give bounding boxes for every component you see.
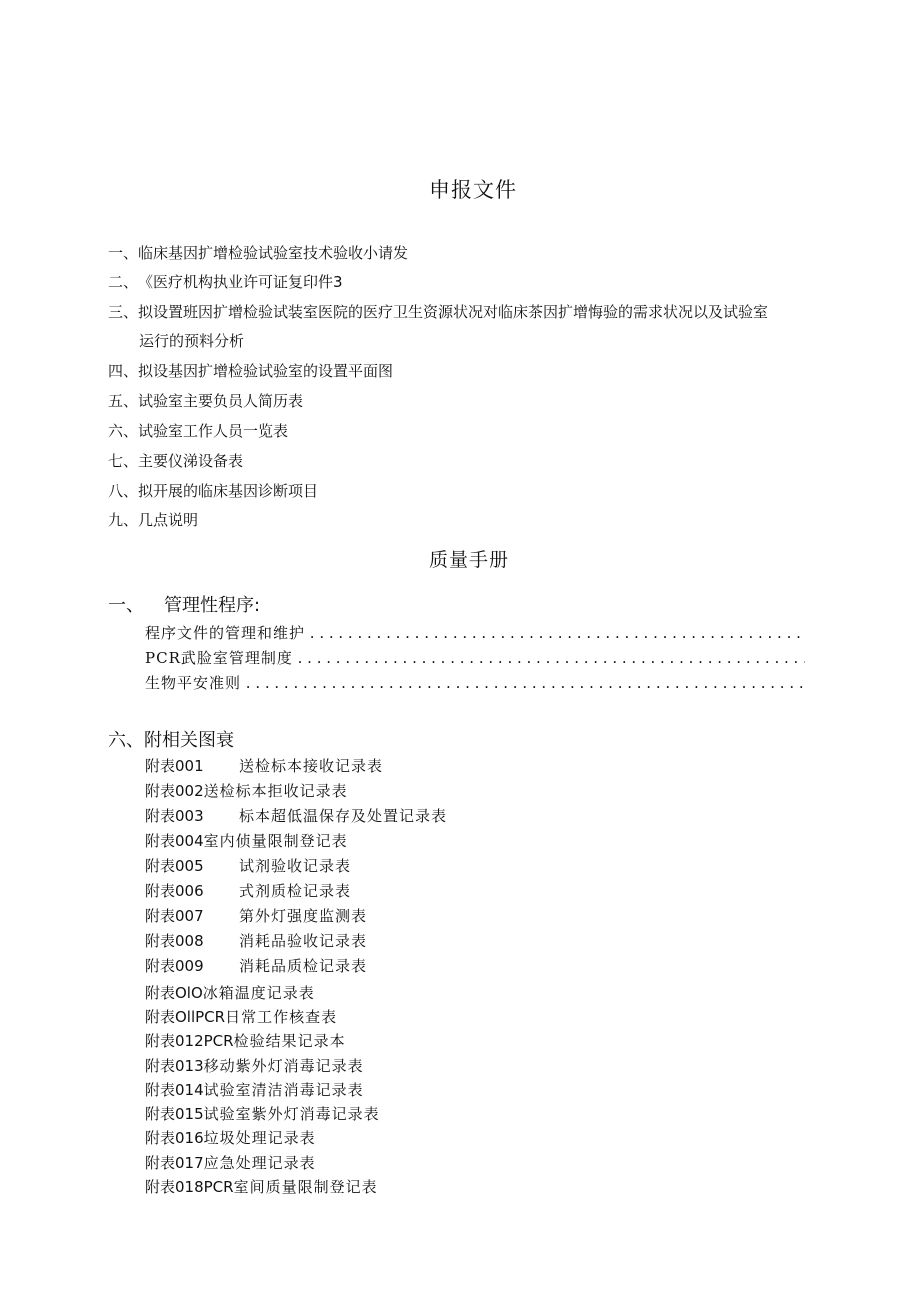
appendix-row (145, 1030, 346, 1051)
section-heading (108, 726, 234, 752)
appendix-row (145, 830, 348, 851)
toc-entry-text: 程序文件的管理和维护 . . . (145, 622, 805, 643)
list-item (108, 271, 343, 292)
toc-entry-text: 生物平安准则 . . . (145, 672, 805, 693)
appendix-row (145, 982, 315, 1003)
item-text: 试验室主要负员人简历表 (138, 392, 304, 410)
item-text: 试验室工作人员一览表 (138, 422, 289, 440)
appendix-row (145, 955, 367, 976)
section-number: 六、 (108, 730, 144, 751)
item-number: 二、 (108, 273, 139, 291)
appendix-row (145, 930, 367, 951)
appendix-title: 试验室清洁消毒记录表 (203, 1081, 364, 1099)
section-heading (108, 591, 260, 617)
appendix-title: 消耗品验收记录表 (239, 932, 368, 950)
item-text: 主要仪涕设备表 (138, 452, 244, 470)
section-text: 管理性程序: (164, 595, 261, 616)
appendix-row (145, 1079, 364, 1100)
appendix-row (145, 880, 351, 901)
appendix-code: 附表003 (145, 807, 204, 825)
item-number: 五、 (108, 392, 139, 410)
appendix-code: 附表006 (145, 882, 204, 900)
appendix-code: 附表005 (145, 857, 204, 875)
item-number: 六、 (108, 422, 139, 440)
appendix-title: 检验结果记录本 (233, 1032, 346, 1050)
toc-entry (145, 672, 805, 693)
appendix-title: 试剂验收记录表 (239, 857, 352, 875)
list-item (108, 242, 408, 263)
item-number: 七、 (108, 452, 139, 470)
appendix-title: 消耗品质检记录表 (239, 957, 368, 975)
appendix-title: 室间质量限制登记表 (233, 1178, 378, 1196)
appendix-row (145, 780, 348, 801)
appendix-code: 附表015 (145, 1105, 204, 1123)
list-item (108, 360, 393, 381)
appendix-title: 标本超低温保存及处置记录表 (239, 807, 448, 825)
list-item (108, 450, 243, 471)
item-text: 拟设置班因扩增检验试装室医院的医疗卫生资源状况对临床茶因扩增悔验的需求状况以及试验室 (138, 303, 769, 321)
appendix-title: 第外灯强度监测表 (239, 907, 368, 925)
manual-title: 质量手册 (429, 549, 510, 571)
section-number: 一、 (108, 595, 144, 616)
appendix-code: 附表016 (145, 1129, 204, 1147)
item-text: 拟设基因扩增检验试验室的设置平面图 (138, 362, 394, 380)
appendix-code: 附表007 (145, 907, 204, 925)
appendix-code: 附表001 (145, 757, 204, 775)
appendix-row (145, 755, 383, 776)
item-number: 九、 (108, 511, 139, 529)
toc-entry-text: PCR武脸室管理制度 . . . (145, 647, 805, 668)
appendix-row (145, 1103, 380, 1124)
list-item-continuation (139, 330, 244, 351)
appendix-code: 附表013 (145, 1057, 204, 1075)
appendix-row (145, 1055, 364, 1076)
appendix-title: 移动紫外灯消毒记录表 (203, 1057, 364, 1075)
toc-entry (145, 622, 805, 643)
appendix-title: 室内侦量限制登记表 (203, 832, 348, 850)
appendix-title: 应急处理记录表 (203, 1154, 316, 1172)
item-number: 八、 (108, 482, 139, 500)
list-item (108, 301, 768, 322)
item-text: 拟开展的临床基因诊断项目 (138, 482, 319, 500)
appendix-code: 附表012PCR (145, 1032, 234, 1050)
appendix-row (145, 855, 351, 876)
appendix-code: 附表017 (145, 1154, 204, 1172)
appendix-row (145, 1152, 316, 1173)
appendix-row (145, 805, 447, 826)
item-number: 四、 (108, 362, 139, 380)
appendix-title: 送检标本拒收记录表 (203, 782, 348, 800)
appendix-row (145, 905, 367, 926)
appendix-title: 垃圾处理记录表 (203, 1129, 316, 1147)
appendix-code: 附表004 (145, 832, 204, 850)
item-number: 三、 (108, 303, 139, 321)
section-text: 附相关图衰 (144, 730, 234, 751)
appendix-title: 试验室紫外灯消毒记录表 (203, 1105, 380, 1123)
item-text: 运行的预料分析 (139, 332, 245, 350)
appendix-code: 附表OllPCR (145, 1008, 226, 1026)
appendix-title: 送检标本接收记录表 (239, 757, 384, 775)
list-item (108, 420, 288, 441)
item-text: 《医疗机构执业许可证复印件3 (138, 273, 343, 291)
toc-entry (145, 647, 805, 668)
appendix-code: 附表009 (145, 957, 204, 975)
list-item (108, 509, 198, 530)
list-item (108, 480, 318, 501)
appendix-row (145, 1176, 378, 1197)
appendix-code: 附表008 (145, 932, 204, 950)
appendix-title: 日常工作核查表 (225, 1008, 338, 1026)
document-title: 申报文件 (429, 178, 517, 202)
list-item (108, 390, 303, 411)
item-number: 一、 (108, 244, 139, 262)
item-text: 临床基因扩增检验试验室技术验收小请发 (138, 244, 409, 262)
appendix-title: 冰箱温度记录表 (202, 984, 315, 1002)
appendix-code: 附表002 (145, 782, 204, 800)
appendix-code: 附表018PCR (145, 1178, 234, 1196)
appendix-code: 附表014 (145, 1081, 204, 1099)
appendix-row (145, 1006, 337, 1027)
appendix-title: 式剂质检记录表 (239, 882, 352, 900)
item-text: 几点说明 (138, 511, 199, 529)
appendix-row (145, 1127, 316, 1148)
appendix-code: 附表OlO (145, 984, 203, 1002)
